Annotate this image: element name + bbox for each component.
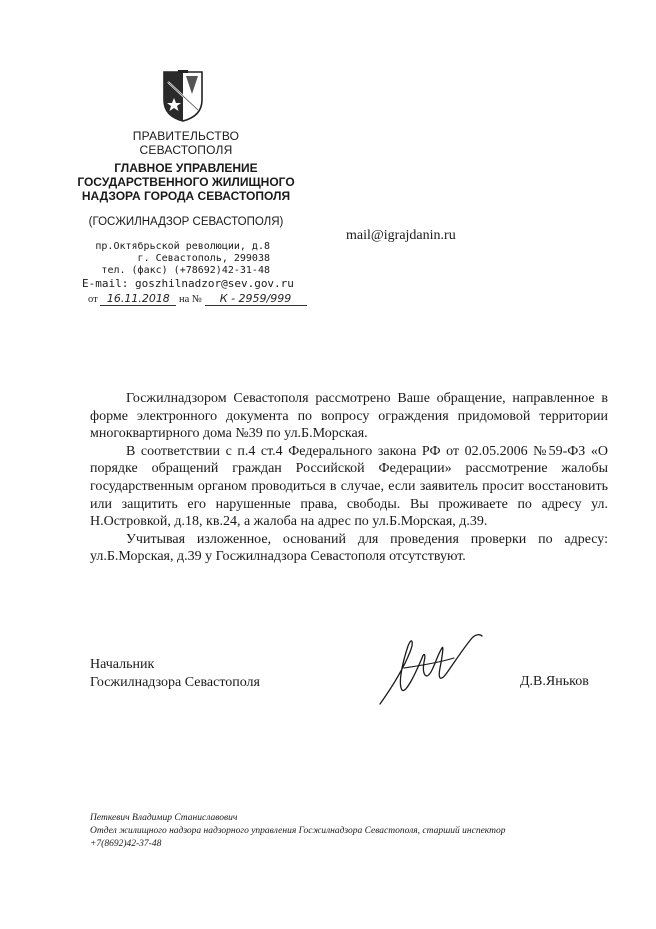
department-email xyxy=(82,277,294,290)
handwritten-signature xyxy=(376,628,486,708)
department-title xyxy=(66,161,306,203)
signatory-title-line: Госжилнадзора Севастополя xyxy=(90,675,260,690)
ref-date: 16.11.2018 xyxy=(100,292,176,306)
body-paragraph: В соответствии с п.4 ст.4 Федерального закона РФ от 02.05.2006 №59-ФЗ «О порядке обращений граждан Российской Федерации» рассмотрение жалобы государственным органом проводиться в случае, если заявитель просит восстановить или защитить его нарушенные права, свободы. Вы проживаете по адресу ул. Н.Островкой, д.18, кв.24, а жалоба на адрес по ул.Б.Морская, д.39. xyxy=(90,443,608,530)
body-paragraph: Госжилнадзором Севастополя рассмотрено Ваше обращение, направленное в форме электронного документа по вопросу ограждения придомовой территории многоквартирного дома №39 по ул.Б.Морская. xyxy=(90,391,608,442)
department-title-line: ГОСУДАРСТВЕННОГО ЖИЛИЩНОГО xyxy=(77,175,295,189)
signatory-title-line: Начальник xyxy=(90,657,155,672)
executor-position: Отдел жилищного надзора надзорного управления Госжилнадзора Севастополя, старший инспектор xyxy=(90,826,506,836)
signatory-title xyxy=(90,656,260,692)
recipient-email: mail@igrajdanin.ru xyxy=(346,228,456,243)
sevastopol-coat-of-arms-icon xyxy=(162,70,204,122)
department-address xyxy=(64,241,270,277)
department-title-line: НАДЗОРА ГОРОДА СЕВАСТОПОЛЯ xyxy=(81,189,291,203)
address-line: пр.Октябрьской революции, д.8 xyxy=(95,241,270,252)
government-title: ПРАВИТЕЛЬСТВО СЕВАСТОПОЛЯ xyxy=(132,129,240,157)
reference-line xyxy=(88,292,307,306)
letter-body xyxy=(90,390,608,566)
ref-from-label: от xyxy=(88,294,98,305)
email-label: E-mail: xyxy=(82,277,135,290)
executor-info xyxy=(90,812,506,851)
ref-number-label: на № xyxy=(178,294,202,305)
body-paragraph: Учитывая изложенное, оснований для проведения проверки по адресу: ул.Б.Морская, д.39 у Госжилнадзора Севастополя отсутствуют. xyxy=(90,531,608,565)
department-short-name: (ГОСЖИЛНАДЗОР СЕВАСТОПОЛЯ) xyxy=(88,216,284,228)
ref-number: К - 2959/999 xyxy=(205,292,307,306)
department-title-line: ГЛАВНОЕ УПРАВЛЕНИЕ xyxy=(114,161,258,175)
executor-phone: +7(8692)42-37-48 xyxy=(90,839,162,849)
signatory-name: Д.В.Яньков xyxy=(520,674,589,689)
executor-name: Петкевич Владимир Станиславович xyxy=(90,813,238,823)
email-value: goszhilnadzor@sev.gov.ru xyxy=(134,277,294,290)
address-line: г. Севастополь, 299038 xyxy=(137,253,270,264)
phone-line: тел. (факс) (+78692)42-31-48 xyxy=(101,265,270,276)
